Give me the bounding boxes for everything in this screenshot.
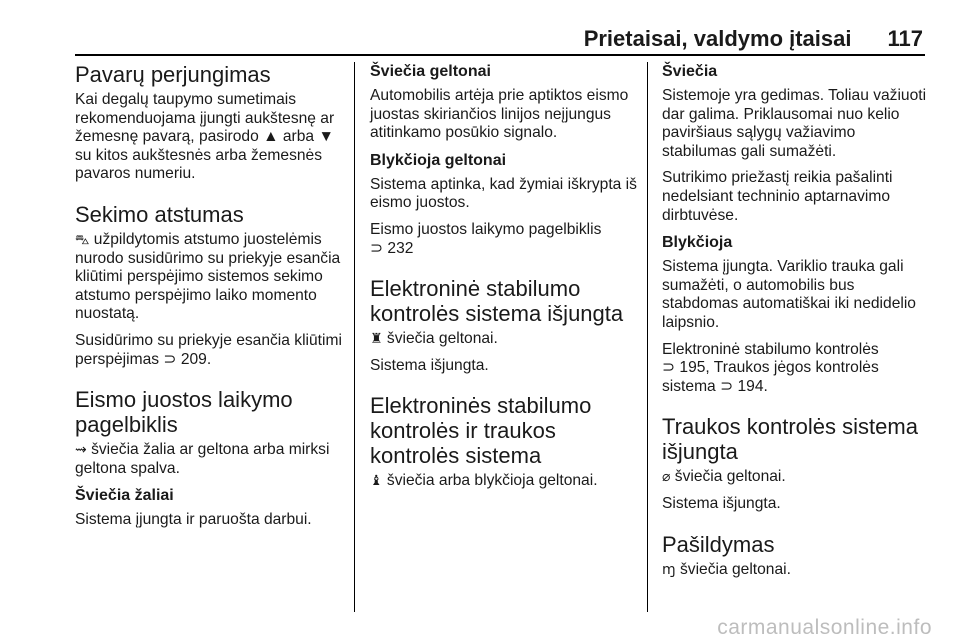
lit-heading: Šviečia bbox=[662, 63, 718, 80]
follow-distance-text: ⛍ užpildytomis atstumo juostelėmis nurodo susidūrimo su priekyje esančia kliūtimi perspėjimo sistemos sekimo atstumo perspėjimo laiko momento nuostatą. bbox=[75, 230, 341, 323]
lane-keep-text: ⇝ šviečia žalia ar geltona arba mirksi geltona spalva. bbox=[75, 441, 330, 477]
page-ref-icon: ⊃ bbox=[720, 377, 734, 395]
column-divider-2 bbox=[647, 62, 648, 612]
lane-keep-icon: ⇝ bbox=[75, 442, 87, 459]
esc-off-status: Sistema išjungta. bbox=[370, 356, 489, 374]
preheat-heading: Pašildymas bbox=[662, 531, 775, 557]
gear-shift-text: Kai degalų taupymo sumetimais rekomenduojama įjungti aukštesnę ar žemesnę pavarą, pasirodo ▲ arba ▼ su kitos aukštesnės arba žemesnės pavaros numeriu. bbox=[75, 91, 335, 183]
esc-tc-heading: Elektroninės stabilumo kontrolės ir traukos kontrolės sistema bbox=[370, 393, 592, 469]
esc-off-text: ♜ šviečia geltonai. bbox=[370, 330, 498, 348]
yellow-lit-text: Automobilis artėja prie aptiktos eismo juostas skiriančios linijos neįjungus atitinkamo posūkio signalo. bbox=[370, 87, 629, 142]
esc-tc-icon: ♝ bbox=[370, 473, 383, 490]
chapter-title: Prietaisai, valdymo įtaisai bbox=[583, 26, 852, 51]
esc-tc-text: ♝ šviečia arba blykčioja geltonai. bbox=[370, 472, 598, 490]
gear-shift-heading: Pavarų perjungimas bbox=[75, 62, 271, 87]
lit-text: Sistemoje yra gedimas. Toliau važiuoti dar galima. Priklausomai nuo kelio paviršiaus sąlygų važiavimo stabilumas gali sumažėti. bbox=[662, 87, 927, 160]
page-number: 117 bbox=[887, 26, 923, 51]
page-ref-icon: ⊃ bbox=[163, 350, 177, 368]
esc-tc-refs: Elektroninė stabilumo kontrolės ⊃ 195, Traukos jėgos kontrolės sistema ⊃ 194. bbox=[662, 340, 879, 395]
follow-distance-icon: ⛍ bbox=[75, 231, 90, 248]
page-header bbox=[0, 26, 923, 52]
lane-keep-heading: Eismo juostos laikymo pagelbiklis bbox=[75, 387, 293, 438]
preheat-text: ɱ šviečia geltonai. bbox=[662, 560, 791, 578]
green-lit-heading: Šviečia žaliai bbox=[75, 487, 174, 505]
tc-off-status: Sistema išjungta. bbox=[662, 494, 781, 512]
column-divider-1 bbox=[354, 62, 355, 612]
green-lit-text: Sistema įjungta ir paruošta darbui. bbox=[75, 511, 312, 529]
esc-off-icon: ♜ bbox=[370, 331, 383, 348]
page-ref-icon: ⊃ bbox=[370, 239, 384, 257]
collision-alert-ref: Susidūrimo su priekyje esančia kliūtimi perspėjimas ⊃ 209. bbox=[75, 331, 342, 368]
blink-heading: Blykčioja bbox=[662, 234, 733, 252]
gear-down-icon: ▼ bbox=[318, 128, 334, 146]
lane-keep-ref: Eismo juostos laikymo pagelbiklis ⊃ 232 bbox=[370, 220, 602, 257]
column-2 bbox=[370, 62, 638, 499]
lit-text-2: Sutrikimo priežastį reikia pašalinti nedelsiant techninio aptarnavimo dirbtuvėse. bbox=[662, 169, 893, 224]
yellow-blink-text: Sistema aptinka, kad žymiai iškrypta iš eismo juostos. bbox=[370, 175, 637, 212]
tc-off-heading: Traukos kontrolės sistema išjungta bbox=[662, 414, 918, 465]
preheat-icon: ɱ bbox=[662, 561, 676, 578]
header-rule bbox=[75, 54, 925, 56]
tc-off-text: ⌀ šviečia geltonai. bbox=[662, 468, 786, 486]
gear-up-icon: ▲ bbox=[263, 128, 279, 146]
column-3 bbox=[662, 62, 930, 587]
tc-off-icon: ⌀ bbox=[662, 469, 671, 486]
yellow-lit-heading: Šviečia geltonai bbox=[370, 63, 491, 80]
watermark: carmanualsonline.info bbox=[717, 616, 932, 639]
blink-text: Sistema įjungta. Variklio trauka gali sumažėti, o automobilis bus stabdomas automatiškai iki nedidelio laipsnio. bbox=[662, 258, 916, 331]
page-ref-icon: ⊃ bbox=[662, 359, 676, 377]
esc-off-heading: Elektroninė stabilumo kontrolės sistema išjungta bbox=[370, 276, 624, 327]
column-1 bbox=[75, 62, 343, 538]
follow-distance-heading: Sekimo atstumas bbox=[75, 201, 244, 227]
yellow-blink-heading: Blykčioja geltonai bbox=[370, 151, 507, 169]
